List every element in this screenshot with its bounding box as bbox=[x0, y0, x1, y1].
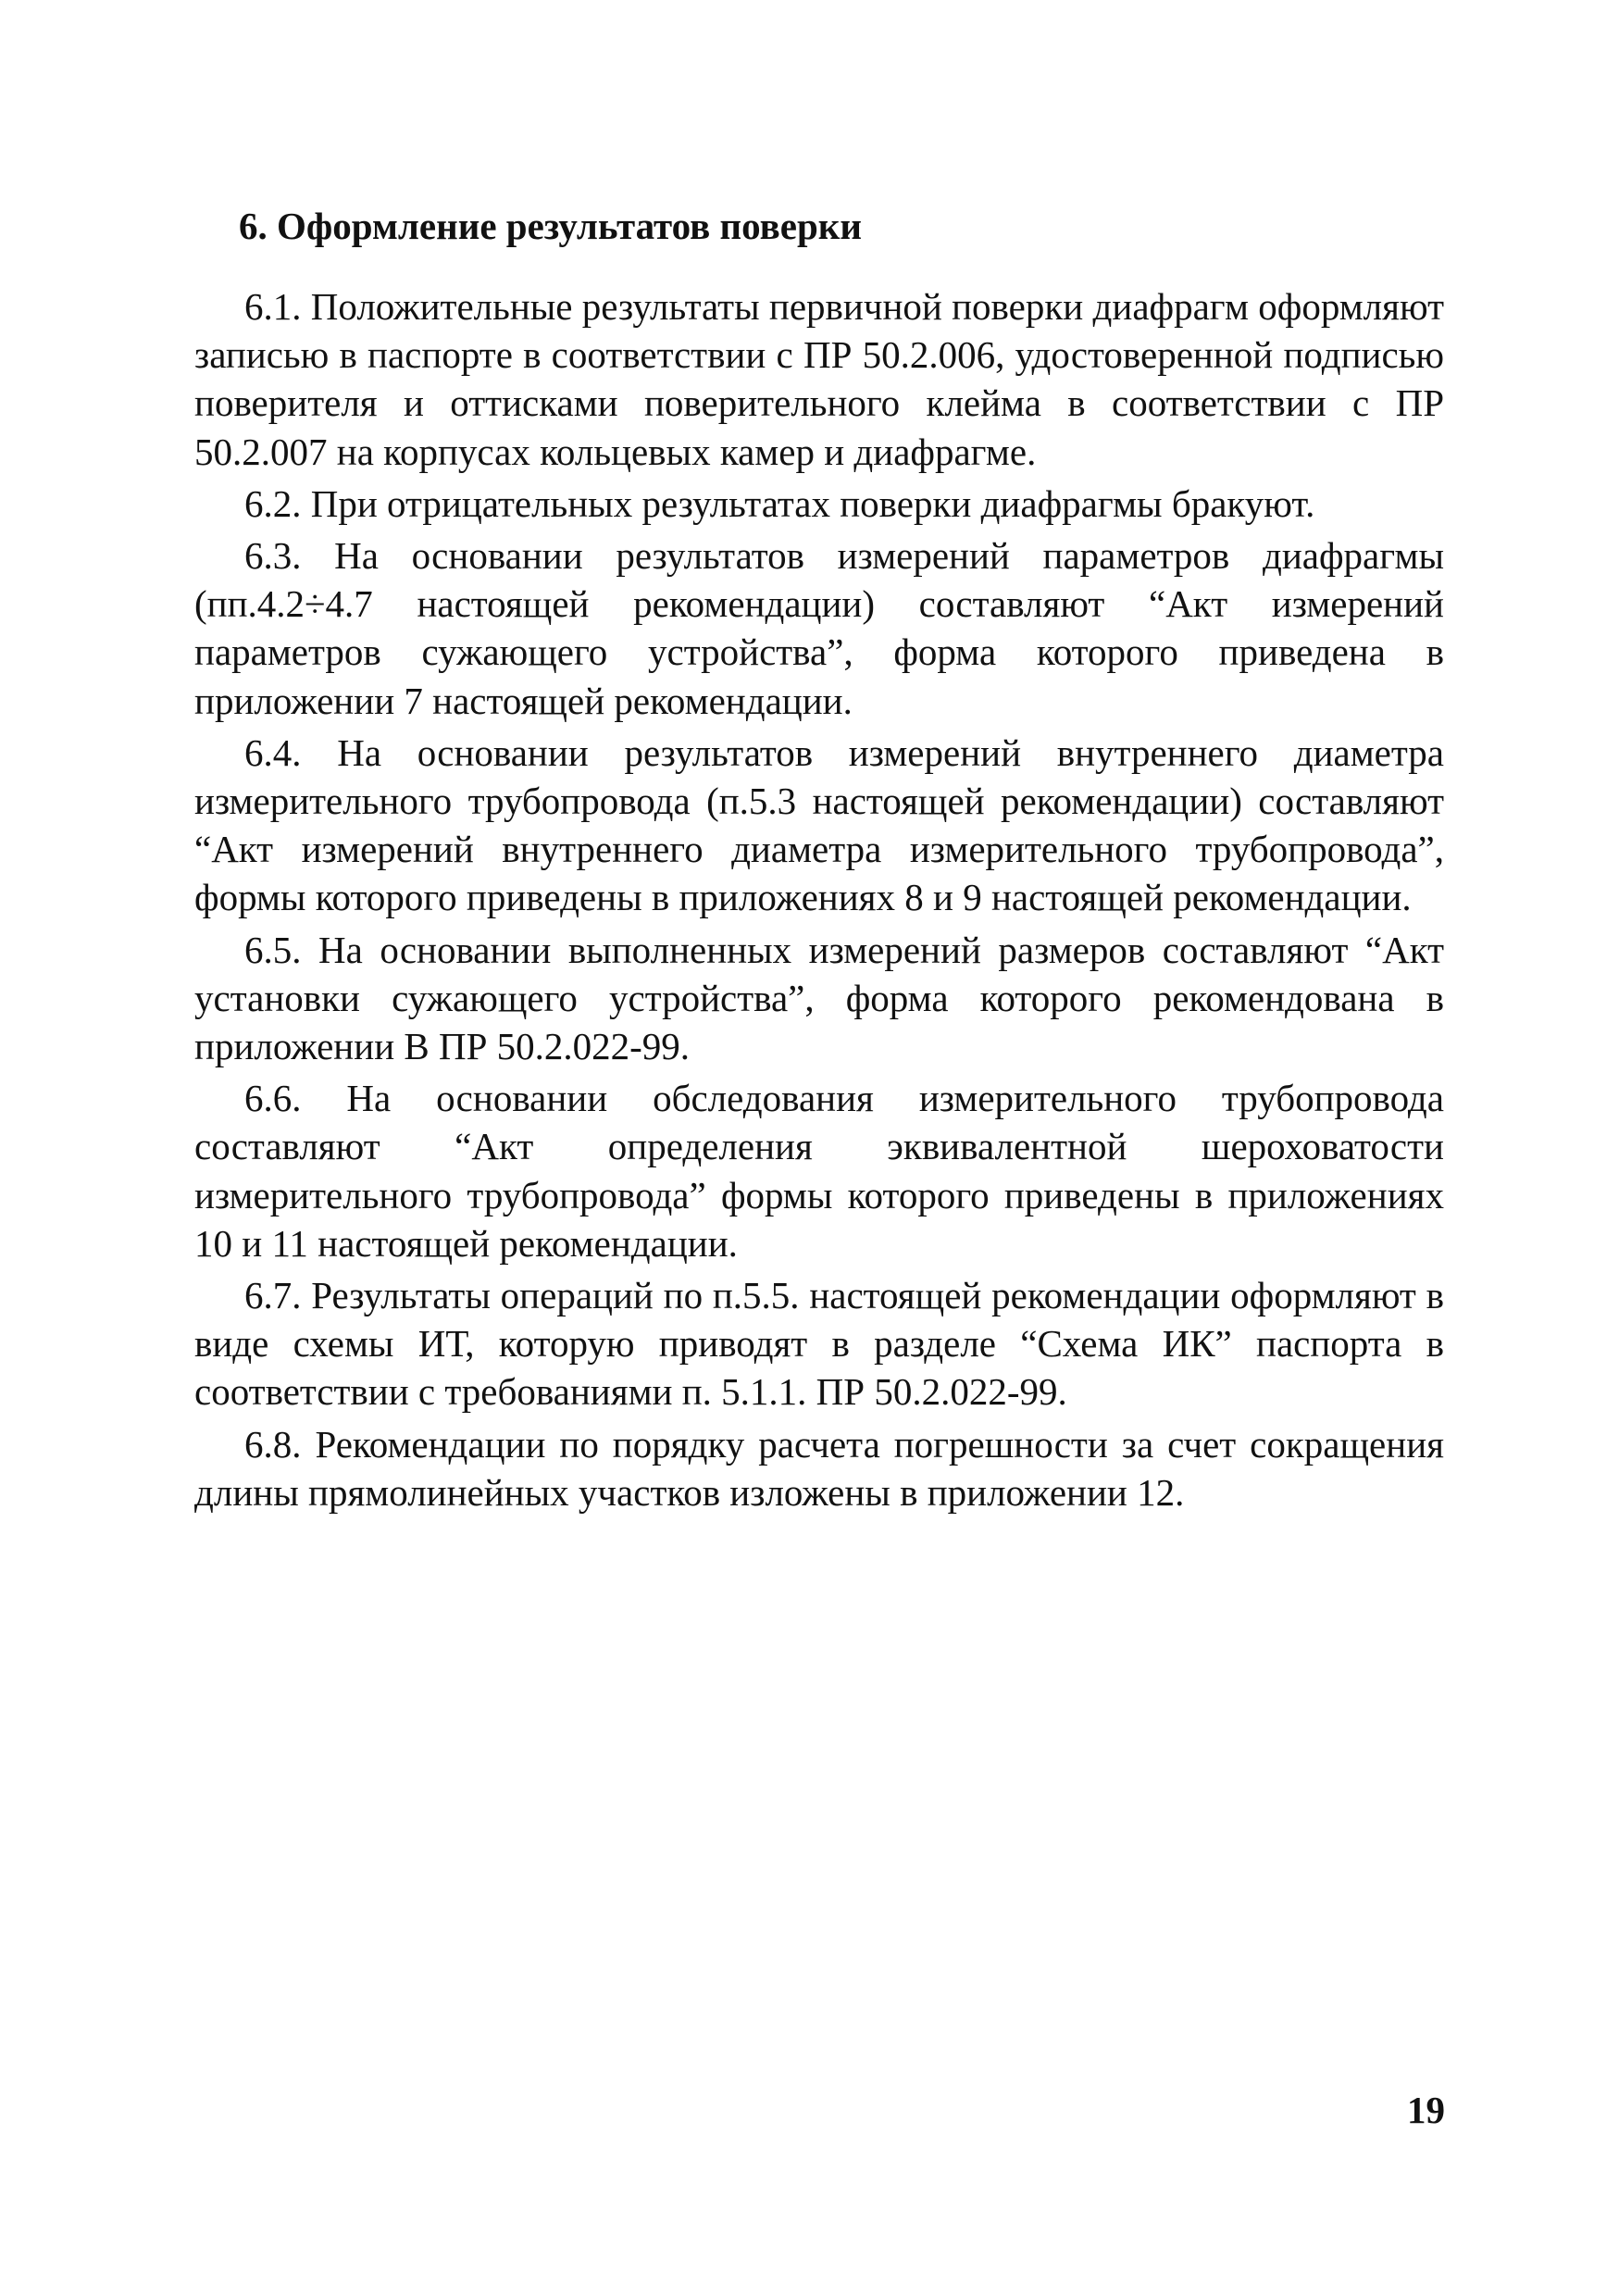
paragraph-6-6: 6.6. На основании обследования измерительного трубопровода составляют “Акт определения эквивалентной шероховатости измерительного трубопровода” формы которого приведены в приложениях 10 и 11 настоящей рекомендации. bbox=[194, 1077, 1444, 1265]
paragraph-6-4: 6.4. На основании результатов измерений внутреннего диаметра измерительного трубопровода (п.5.3 настоящей рекомендации) составляют “Акт измерений внутреннего диаметра измерительного трубопровода”, формы которого приведены в приложениях 8 и 9 настоящей рекомендации. bbox=[194, 730, 1444, 919]
paragraph-6-5: 6.5. На основании выполненных измерений размеров составляют “Акт установки сужающего устройства”, форма которого рекомендована в приложении В ПР 50.2.022-99. bbox=[194, 928, 1444, 1068]
paragraph-6-2: 6.2. При отрицательных результатах поверки диафрагмы бракуют. bbox=[244, 481, 1315, 525]
paragraph-6-8: 6.8. Рекомендации по порядку расчета погрешности за счет сокращения длины прямолинейных участков изложены в приложении 12. bbox=[194, 1422, 1444, 1514]
paragraph-6-7: 6.7. Результаты операций по п.5.5. настоящей рекомендации оформляют в виде схемы ИТ, которую приводят в разделе “Схема ИК” паспорта в соответствии с требованиями п. 5.1.1. ПР 50.2.022-99. bbox=[194, 1274, 1444, 1414]
section-content bbox=[194, 199, 1444, 1520]
paragraph-6-1: 6.1. Положительные результаты первичной поверки диафрагм оформляют записью в паспорте в соответствии с ПР 50.2.006, удостоверенной подписью поверителя и оттисками поверительного клейма в соответствии с ПР 50.2.007 на корпусах кольцевых камер и диафрагме. bbox=[194, 285, 1444, 473]
page-number: 19 bbox=[1407, 2089, 1445, 2131]
paragraph-6-3: 6.3. На основании результатов измерений параметров диафрагмы (пп.4.2÷4.7 настоящей рекомендации) составляют “Акт измерений параметров сужающего устройства”, форма которого приведена в приложении 7 настоящей рекомендации. bbox=[194, 534, 1444, 722]
section-heading: 6. Оформление результатов поверки bbox=[239, 205, 863, 247]
